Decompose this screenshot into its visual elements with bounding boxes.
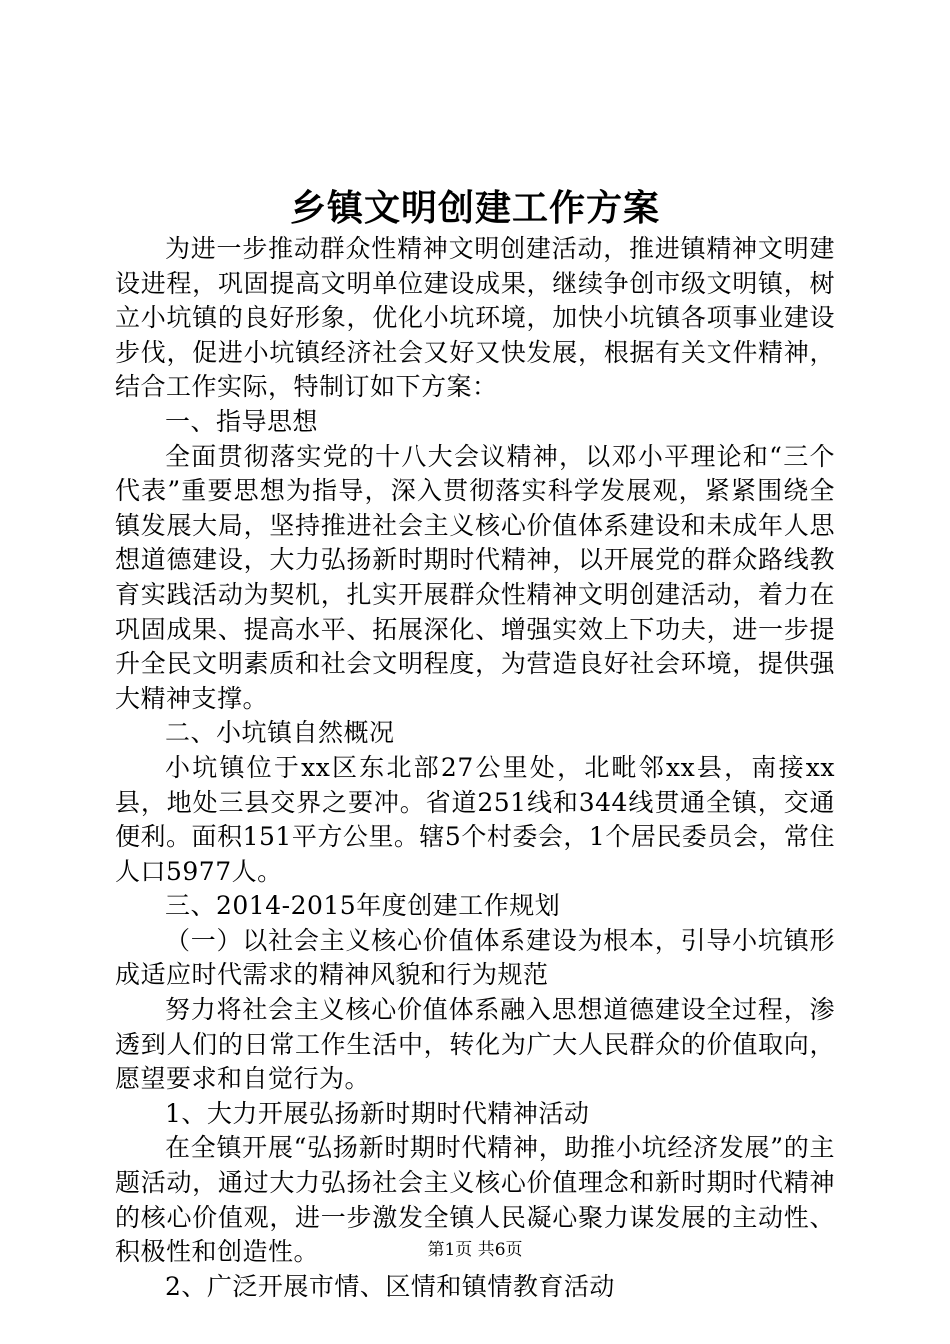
section-heading-work-plan: 三、2014-2015年度创建工作规划 [165,891,561,921]
item-heading-2: 2、广泛开展市情、区情和镇情教育活动 [165,1271,615,1301]
paragraph-town-overview: 小坑镇位于xx区东北部27公里处，北毗邻xx县，南接xx县，地处三县交界之要冲。省道251线和344线贯通全镇，交通便利。面积151平方公里。辖5个村委会，1个居民委员会，常住人口5977人。 [115,752,835,886]
paragraph-intro: 为进一步推动群众性精神文明创建活动，推进镇精神文明建设进程，巩固提高文明单位建设成果，继续争创市级文明镇，树立小坑镇的良好形象，优化小坑环境，加快小坑镇各项事业建设步伐，促进小坑镇经济社会又好又快发展，根据有关文件精神，结合工作实际，特制订如下方案： [115,234,835,402]
subsection-heading-core-values: （一）以社会主义核心价值体系建设为根本，引导小坑镇形成适应时代需求的精神风貌和行为规范 [115,925,835,990]
section-heading-guiding-ideology: 一、指导思想 [165,406,319,436]
section-heading-town-overview: 二、小坑镇自然概况 [165,718,395,748]
paragraph-guiding-ideology: 全面贯彻落实党的十八大会议精神，以邓小平理论和“三个代表”重要思想为指导，深入贯彻落实科学发展观，紧紧围绕全镇发展大局，坚持推进社会主义核心价值体系建设和未成年人思想道德建设，大力弘扬新时期时代精神，以开展党的群众路线教育实践活动为契机，扎实开展群众性精神文明创建活动，着力在巩固成果、提高水平、拓展深化、增强实效上下功夫，进一步提升全民文明素质和社会文明程度，为营造良好社会环境，提供强大精神支撑。 [115,441,835,713]
paragraph-core-values: 努力将社会主义核心价值体系融入思想道德建设全过程，渗透到人们的日常工作生活中，转化为广大人民群众的价值取向，愿望要求和自觉行为。 [115,995,835,1094]
page-number-footer: 第1页 共6页 [427,1240,523,1260]
paragraph-item-1: 在全镇开展“弘扬新时期时代精神，助推小坑经济发展”的主题活动，通过大力弘扬社会主义核心价值理念和新时期时代精神的核心价值观，进一步激发全镇人民凝心聚力谋发展的主动性、积极性和创造性。 [115,1133,835,1267]
document-title: 乡镇文明创建工作方案 [289,187,660,229]
document-body [115,232,835,1304]
item-heading-1: 1、大力开展弘扬新时期时代精神活动 [165,1098,590,1128]
